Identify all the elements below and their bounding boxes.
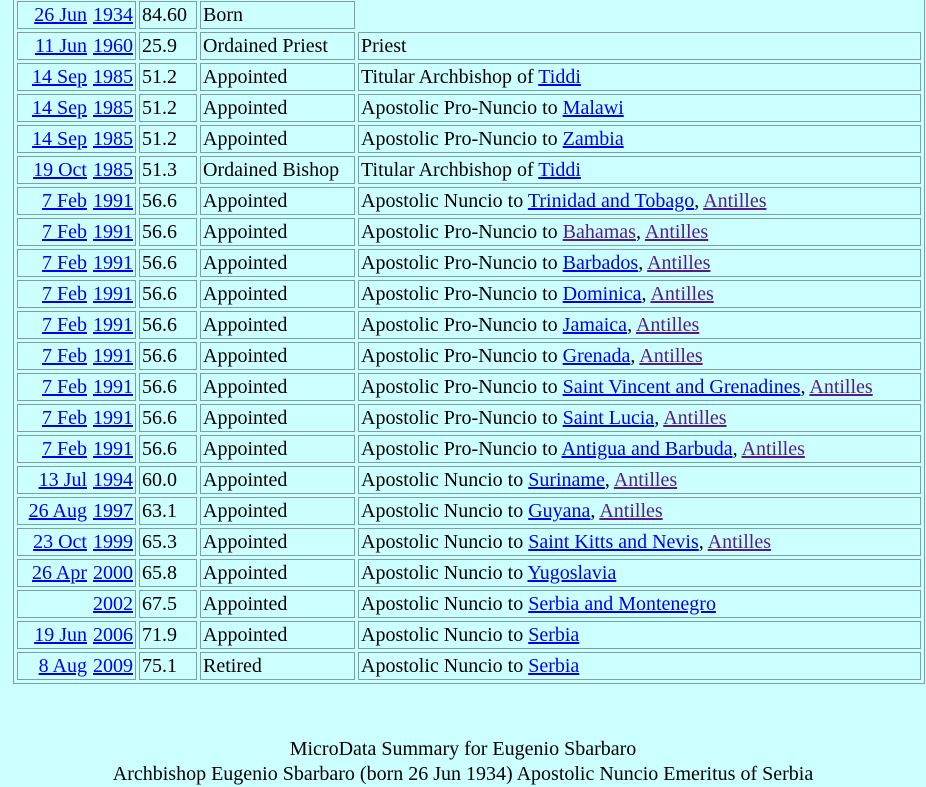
date-cell: [17, 1, 136, 29]
event-cell: Born: [200, 1, 355, 29]
title-cell: [358, 528, 921, 556]
region-link[interactable]: Antilles: [613, 469, 678, 491]
title-text: Apostolic Nuncio to: [361, 190, 528, 212]
date-cell: [17, 218, 136, 246]
event-cell: Appointed: [200, 63, 355, 91]
table-row: [17, 156, 921, 184]
link-separator: ,: [638, 252, 648, 274]
title-text: Apostolic Pro-Nuncio to: [361, 314, 563, 336]
age-cell: 56.6: [139, 187, 197, 215]
link-separator: ,: [635, 221, 645, 243]
table-row: [17, 94, 921, 122]
event-cell: Ordained Bishop: [200, 156, 355, 184]
title-text: Apostolic Nuncio to: [361, 500, 529, 522]
age-cell: 60.0: [139, 466, 197, 494]
title-text: Titular Archbishop of: [361, 159, 539, 181]
age-cell: 51.2: [139, 94, 197, 122]
table-row: [17, 280, 921, 308]
title-cell: [358, 342, 921, 370]
date-day-link[interactable]: 7 Feb: [42, 314, 87, 336]
age-cell: 51.2: [139, 125, 197, 153]
table-row: [17, 621, 921, 649]
event-cell: Appointed: [200, 621, 355, 649]
title-text: Apostolic Nuncio to: [361, 562, 528, 584]
title-cell: [358, 373, 921, 401]
table-row: [17, 528, 921, 556]
region-link[interactable]: Antilles: [644, 221, 709, 243]
event-cell: Retired: [200, 652, 355, 680]
event-cell: Appointed: [200, 404, 355, 432]
date-cell: [17, 373, 136, 401]
date-cell: [17, 621, 136, 649]
date-cell: [17, 187, 136, 215]
title-cell: [358, 466, 921, 494]
region-link[interactable]: Antilles: [741, 438, 805, 460]
title-cell: [358, 249, 921, 277]
date-day-link[interactable]: 14 Sep: [32, 66, 87, 88]
link-separator: ,: [630, 345, 640, 367]
event-cell: Appointed: [200, 187, 355, 215]
date-year-link[interactable]: 1960: [93, 35, 133, 57]
place-link[interactable]: Barbados: [562, 252, 639, 274]
event-cell: Appointed: [200, 435, 355, 463]
age-cell: 56.6: [139, 249, 197, 277]
place-link[interactable]: Grenada: [562, 345, 631, 367]
age-cell: 51.3: [139, 156, 197, 184]
place-link[interactable]: Saint Kitts and Nevis: [528, 531, 699, 553]
link-separator: ,: [698, 531, 708, 553]
link-separator: ,: [590, 500, 600, 522]
table-row: [17, 435, 921, 463]
age-cell: 56.6: [139, 342, 197, 370]
date-cell: [17, 528, 136, 556]
date-year-link[interactable]: 1991: [93, 221, 133, 243]
date-cell: [17, 63, 136, 91]
date-year-link[interactable]: 1991: [93, 283, 133, 305]
date-day-link[interactable]: 7 Feb: [42, 376, 87, 398]
link-separator: ,: [694, 190, 704, 212]
date-day-link[interactable]: 7 Feb: [42, 252, 87, 274]
date-year-link[interactable]: 1991: [93, 438, 133, 460]
event-cell: Appointed: [200, 528, 355, 556]
event-cell: Appointed: [200, 373, 355, 401]
event-cell: Appointed: [200, 249, 355, 277]
date-day-link[interactable]: 7 Feb: [42, 283, 87, 305]
place-link[interactable]: Tiddi: [538, 159, 581, 181]
age-cell: 56.6: [139, 280, 197, 308]
link-separator: ,: [641, 283, 651, 305]
title-text: Apostolic Nuncio to: [361, 655, 529, 677]
title-text: Apostolic Pro-Nuncio to: [361, 438, 562, 460]
date-year-link[interactable]: 1991: [93, 190, 133, 212]
table-row: [17, 342, 921, 370]
title-cell: [358, 94, 921, 122]
table-row: [17, 404, 921, 432]
date-day-link[interactable]: 8 Aug: [38, 655, 87, 677]
age-cell: 56.6: [139, 404, 197, 432]
date-cell: [17, 435, 136, 463]
title-text: Apostolic Nuncio to: [361, 593, 529, 615]
date-cell: [17, 94, 136, 122]
region-link[interactable]: Antilles: [650, 283, 714, 305]
region-link[interactable]: Antilles: [647, 252, 711, 274]
date-year-link[interactable]: 2006: [93, 624, 133, 646]
title-cell: [358, 187, 921, 215]
title-cell: [358, 280, 921, 308]
place-link[interactable]: Serbia: [528, 655, 580, 677]
date-cell: [17, 125, 136, 153]
date-cell: [17, 32, 136, 60]
place-link[interactable]: Guyana: [528, 500, 591, 522]
link-separator: ,: [627, 314, 636, 336]
region-link[interactable]: Antilles: [703, 190, 767, 212]
age-cell: 65.3: [139, 528, 197, 556]
title-cell: [358, 435, 921, 463]
date-cell: [17, 497, 136, 525]
title-cell: [358, 218, 921, 246]
date-day-link[interactable]: 14 Sep: [32, 128, 87, 150]
date-year-link[interactable]: 1997: [93, 500, 133, 522]
date-cell: [17, 559, 136, 587]
event-cell: Appointed: [200, 311, 355, 339]
date-cell: [17, 342, 136, 370]
link-separator: ,: [800, 376, 810, 398]
event-cell: Appointed: [200, 280, 355, 308]
age-cell: 84.60: [139, 1, 197, 29]
place-link[interactable]: Antigua and Barbuda: [561, 438, 733, 460]
date-year-link[interactable]: 2009: [93, 655, 133, 677]
table-row: [17, 311, 921, 339]
date-year-link[interactable]: 1991: [93, 314, 133, 336]
event-cell: Appointed: [200, 342, 355, 370]
title-cell: [358, 125, 921, 153]
title-cell: [358, 621, 921, 649]
date-cell: [17, 652, 136, 680]
date-year-link[interactable]: 2002: [93, 593, 133, 615]
place-link[interactable]: Zambia: [562, 128, 624, 150]
table-row: [17, 32, 921, 60]
table-row: [17, 652, 921, 680]
date-day-link[interactable]: 7 Feb: [42, 438, 87, 460]
date-cell: [17, 280, 136, 308]
date-day-link[interactable]: 26 Aug: [28, 500, 87, 522]
date-cell: [17, 311, 136, 339]
place-link[interactable]: Jamaica: [562, 314, 628, 336]
table-row: [17, 125, 921, 153]
date-year-link[interactable]: 1999: [93, 531, 133, 553]
date-cell: [17, 156, 136, 184]
date-day-link[interactable]: 19 Oct: [33, 159, 87, 181]
date-cell: [17, 466, 136, 494]
title-cell: [358, 497, 921, 525]
events-table: [13, 0, 925, 684]
date-year-link[interactable]: 1991: [93, 407, 133, 429]
date-cell: [17, 249, 136, 277]
date-year-link[interactable]: 1991: [93, 376, 133, 398]
summary-heading: MicroData Summary for Eugenio Sbarbaro: [289, 738, 637, 760]
title-cell: [358, 32, 921, 60]
age-cell: 65.8: [139, 559, 197, 587]
place-link[interactable]: Serbia and Montenegro: [528, 593, 716, 615]
date-year-link[interactable]: 1985: [93, 128, 133, 150]
table-row: [17, 590, 921, 618]
place-link[interactable]: Suriname: [528, 469, 605, 491]
age-cell: 56.6: [139, 218, 197, 246]
table-row: [17, 373, 921, 401]
title-cell: [358, 404, 921, 432]
event-cell: Appointed: [200, 590, 355, 618]
date-day-link[interactable]: 23 Oct: [33, 531, 87, 553]
date-day-link[interactable]: 7 Feb: [42, 345, 87, 367]
date-year-link[interactable]: 2000: [93, 562, 133, 584]
title-text: Priest: [361, 35, 407, 57]
age-cell: 67.5: [139, 590, 197, 618]
link-separator: ,: [732, 438, 742, 460]
place-link[interactable]: Bahamas: [562, 221, 636, 243]
date-year-link[interactable]: 1994: [93, 469, 133, 491]
region-link[interactable]: Antilles: [707, 531, 772, 553]
date-day-link[interactable]: 7 Feb: [42, 407, 87, 429]
title-cell: [358, 559, 921, 587]
region-link[interactable]: Antilles: [639, 345, 703, 367]
title-text: Apostolic Pro-Nuncio to: [361, 407, 563, 429]
place-link[interactable]: Serbia: [528, 624, 580, 646]
title-text: Titular Archbishop of: [361, 66, 539, 88]
title-cell: [358, 652, 921, 680]
date-year-link[interactable]: 1991: [93, 252, 133, 274]
title-text: Apostolic Nuncio to: [361, 624, 529, 646]
summary-line: Archbishop Eugenio Sbarbaro (born 26 Jun 1934) Apostolic Nuncio Emeritus of Serbia: [112, 763, 814, 785]
region-link[interactable]: Antilles: [809, 376, 873, 398]
link-separator: ,: [654, 407, 664, 429]
microdata-summary: [0, 737, 926, 787]
event-cell: Appointed: [200, 94, 355, 122]
table-row: [17, 559, 921, 587]
age-cell: 56.6: [139, 311, 197, 339]
event-cell: Appointed: [200, 466, 355, 494]
title-text: Apostolic Pro-Nuncio to: [361, 345, 563, 367]
age-cell: 71.9: [139, 621, 197, 649]
event-cell: Appointed: [200, 497, 355, 525]
title-text: Apostolic Pro-Nuncio to: [361, 252, 563, 274]
title-text: Apostolic Pro-Nuncio to: [361, 128, 563, 150]
date-year-link[interactable]: 1985: [93, 66, 133, 88]
table-row: [17, 249, 921, 277]
table-row: [17, 497, 921, 525]
table-row: [17, 466, 921, 494]
date-year-link[interactable]: 1934: [93, 4, 133, 26]
age-cell: 56.6: [139, 435, 197, 463]
date-day-link[interactable]: 13 Jul: [38, 469, 87, 491]
date-year-link[interactable]: 1991: [93, 345, 133, 367]
date-day-link[interactable]: 7 Feb: [42, 190, 87, 212]
place-link[interactable]: Tiddi: [538, 66, 581, 88]
age-cell: 51.2: [139, 63, 197, 91]
date-year-link[interactable]: 1985: [93, 159, 133, 181]
date-day-link[interactable]: 14 Sep: [32, 97, 87, 119]
place-link[interactable]: Saint Lucia: [562, 407, 655, 429]
date-day-link[interactable]: 19 Jun: [34, 624, 87, 646]
date-year-link[interactable]: 1985: [93, 97, 133, 119]
place-link[interactable]: Dominica: [562, 283, 642, 305]
title-text: Apostolic Pro-Nuncio to: [361, 376, 563, 398]
region-link[interactable]: Antilles: [635, 314, 700, 336]
title-text: Apostolic Pro-Nuncio to: [361, 97, 563, 119]
link-separator: ,: [604, 469, 614, 491]
date-cell: [17, 404, 136, 432]
table-row: [17, 218, 921, 246]
title-cell: [358, 63, 921, 91]
age-cell: 56.6: [139, 373, 197, 401]
date-day-link[interactable]: 26 Apr: [32, 562, 87, 584]
title-text: Apostolic Nuncio to: [361, 469, 529, 491]
age-cell: 63.1: [139, 497, 197, 525]
table-row: [17, 63, 921, 91]
table-row: [17, 1, 921, 29]
place-link[interactable]: Trinidad and Tobago: [527, 190, 695, 212]
age-cell: 75.1: [139, 652, 197, 680]
title-text: Apostolic Pro-Nuncio to: [361, 221, 563, 243]
events-table-body: [17, 1, 921, 680]
title-text: Apostolic Pro-Nuncio to: [361, 283, 563, 305]
place-link[interactable]: Malawi: [562, 97, 624, 119]
event-cell: Appointed: [200, 218, 355, 246]
place-link[interactable]: Yugoslavia: [527, 562, 617, 584]
title-cell: [358, 156, 921, 184]
place-link[interactable]: Saint Vincent and Grenadines: [562, 376, 801, 398]
empty-cell: [358, 1, 921, 29]
title-cell: [358, 590, 921, 618]
title-text: Apostolic Nuncio to: [361, 531, 529, 553]
event-cell: Ordained Priest: [200, 32, 355, 60]
date-day-link[interactable]: 26 Jun: [34, 4, 87, 26]
date-day-link[interactable]: 7 Feb: [42, 221, 87, 243]
region-link[interactable]: Antilles: [663, 407, 727, 429]
table-row: [17, 187, 921, 215]
event-cell: Appointed: [200, 559, 355, 587]
age-cell: 25.9: [139, 32, 197, 60]
event-cell: Appointed: [200, 125, 355, 153]
title-cell: [358, 311, 921, 339]
date-cell: [17, 590, 136, 618]
region-link[interactable]: Antilles: [599, 500, 663, 522]
date-day-link[interactable]: 11 Jun: [34, 35, 87, 57]
